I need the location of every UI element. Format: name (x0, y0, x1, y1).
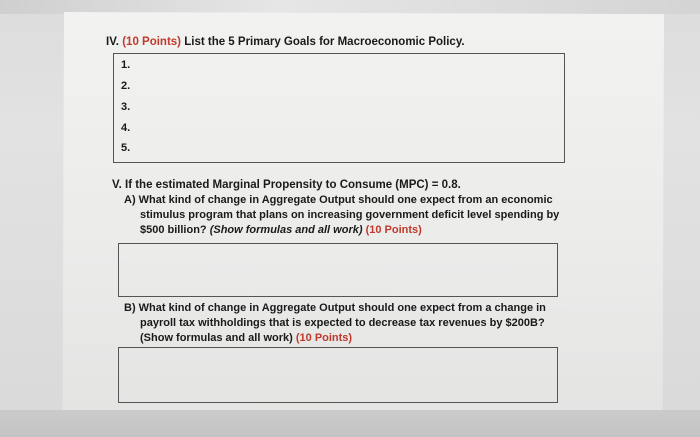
part-b-line1: B) What kind of change in Aggregate Output should one expect from a change in (124, 302, 546, 314)
goal-item-3: 3. (121, 101, 131, 113)
part-a-line1: A) What kind of change in Aggregate Output should one expect from an economic (124, 194, 553, 206)
goal-item-5: 5. (121, 142, 131, 154)
goal-item-2: 2. (121, 80, 131, 92)
part-a-line2: stimulus program that plans on increasing government deficit level spending by (140, 209, 560, 221)
part-a-question-end: $500 billion? (140, 224, 207, 236)
question-iv-text: List the 5 Primary Goals for Macroeconomic Policy. (184, 36, 465, 48)
part-a-points: (10 Points) (365, 224, 422, 236)
question-v-prompt: V. If the estimated Marginal Propensity to Consume (MPC) = 0.8. (112, 179, 461, 191)
goals-answer-box[interactable] (113, 53, 565, 163)
goal-item-1: 1. (121, 59, 131, 71)
part-b-points: (10 Points) (295, 332, 353, 344)
part-a-line3 (140, 224, 422, 236)
goal-item-4: 4. (121, 122, 131, 134)
question-iv-title (106, 36, 465, 48)
part-b-line2: payroll tax withholdings that is expected to decrease tax revenues by $200B? (140, 317, 545, 329)
part-b-answer-box[interactable] (118, 347, 558, 403)
question-iv-points: (10 Points) (122, 36, 182, 48)
part-a-answer-box[interactable] (118, 243, 558, 297)
part-b-hint: (Show formulas and all work) (140, 332, 293, 344)
part-b-line3 (140, 332, 352, 344)
part-a-hint: (Show formulas and all work) (209, 224, 363, 236)
question-iv-number: IV. (106, 36, 120, 48)
background-bottom (0, 410, 700, 437)
